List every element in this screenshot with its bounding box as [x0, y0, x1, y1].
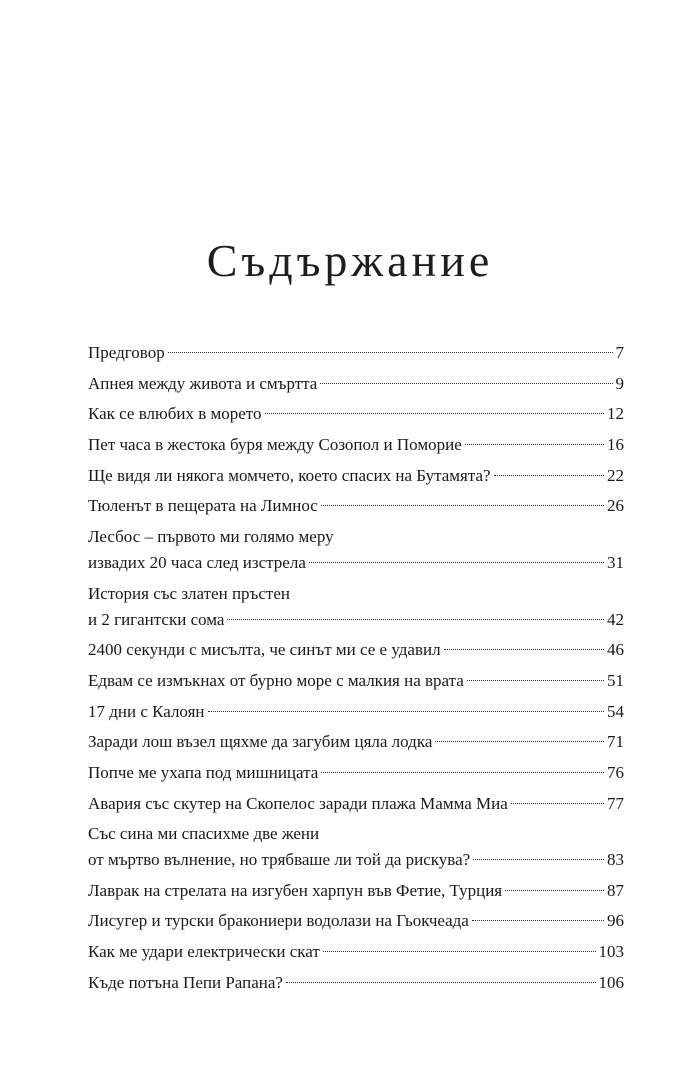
toc-page-number: 103 [598, 942, 624, 962]
toc-entry-title: извадих 20 часа след изстрела [88, 553, 306, 573]
toc-page-number: 51 [607, 670, 624, 690]
toc-entry[interactable] [88, 581, 624, 638]
toc-entry-line [88, 607, 624, 633]
toc-page-number: 106 [598, 972, 624, 992]
toc-entry-title: Лисугер и турски бракониери водолази на Гьокчеада [88, 911, 469, 931]
toc-entry[interactable] [88, 401, 624, 432]
dot-leader [472, 920, 604, 921]
toc-entry[interactable] [88, 878, 624, 909]
dot-leader [309, 562, 604, 563]
dot-leader [320, 383, 612, 384]
toc-entry-title-line: Лесбос – първото ми голямо меру [88, 527, 334, 547]
toc-entry-line [88, 847, 624, 873]
toc-entry[interactable] [88, 970, 624, 1001]
toc-entry-title: Как се влюбих в морето [88, 404, 262, 424]
toc-entry-title: Пет часа в жестока буря между Созопол и Поморие [88, 435, 462, 455]
dot-leader [505, 890, 604, 891]
toc-entry-title: Къде потъна Пепи Рапана? [88, 972, 283, 992]
toc-entry-title: 17 дни с Калоян [88, 701, 205, 721]
toc-entry-title-line: История със златен пръстен [88, 583, 290, 603]
page-title: Съдържание [206, 235, 494, 286]
toc-page-number: 54 [607, 701, 624, 721]
toc-entry-title: Лаврак на стрелата на изгубен харпун във Фетие, Турция [88, 880, 503, 900]
toc-entry-line [88, 371, 624, 397]
toc-entry-title: Предговор [88, 343, 165, 362]
dot-leader [321, 505, 604, 506]
dot-leader [265, 413, 605, 414]
toc-page-number: 83 [607, 850, 624, 870]
toc-page-number: 26 [607, 496, 624, 516]
toc-entry-line [88, 668, 624, 694]
toc-entry[interactable] [88, 371, 624, 402]
toc-entry-line [88, 340, 624, 366]
toc-entry-line [88, 432, 624, 458]
toc-entry[interactable] [88, 463, 624, 494]
toc-entry[interactable] [88, 668, 624, 699]
toc-page-number: 42 [607, 609, 624, 629]
toc-page-number: 76 [607, 762, 624, 782]
dot-leader [444, 649, 604, 650]
toc-entry[interactable] [88, 791, 624, 822]
toc-page-number: 87 [607, 880, 624, 900]
toc-page-number: 9 [615, 373, 624, 393]
toc-entry-title-line: Със сина ми спасихме две жени [88, 824, 320, 844]
toc-entry-line [88, 939, 624, 965]
toc-entry[interactable] [88, 760, 624, 791]
toc-entry-line [88, 970, 624, 996]
toc-entry-line [88, 401, 624, 427]
dot-leader [435, 741, 604, 742]
toc-entry-title: Авария със скутер на Скопелос заради плажа Мамма Миа [88, 793, 508, 813]
dot-leader [467, 680, 604, 681]
toc-entry[interactable] [88, 908, 624, 939]
toc-entry[interactable] [88, 637, 624, 668]
toc-page-number: 96 [607, 911, 624, 931]
toc-entry-line [88, 637, 624, 663]
toc-entry[interactable] [88, 340, 624, 371]
toc-page-number: 46 [607, 640, 624, 660]
toc-entry[interactable] [88, 493, 624, 524]
toc-entry-title: Тюленът в пещерата на Лимнос [88, 496, 318, 516]
dot-leader [321, 772, 604, 773]
dot-leader [227, 619, 604, 620]
toc-entry-title: 2400 секунди с мисълта, че синът ми се е удавил [88, 640, 441, 660]
toc-entry[interactable] [88, 729, 624, 760]
toc-entry-line [88, 699, 624, 725]
toc-entry-line [88, 550, 624, 576]
toc-page-number: 7 [615, 343, 624, 362]
toc-page-number: 77 [607, 793, 624, 813]
toc-page-number: 16 [607, 435, 624, 455]
toc-entry-title: Попче ме ухапа под мишницата [88, 762, 319, 782]
toc-page-number: 22 [607, 465, 624, 485]
toc-entry[interactable] [88, 699, 624, 730]
dot-leader [208, 711, 604, 712]
toc-entry[interactable] [88, 939, 624, 970]
toc-page-number: 12 [607, 404, 624, 424]
toc-entry-line [88, 791, 624, 817]
toc-entry-line [88, 493, 624, 519]
dot-leader [465, 444, 604, 445]
toc-entry-line [88, 908, 624, 934]
toc-entry-title: Едвам се измъкнах от бурно море с малкия на врата [88, 670, 464, 690]
toc-entry[interactable] [88, 524, 624, 581]
toc-entry-title: Апнея между живота и смъртта [88, 373, 318, 393]
toc-entry[interactable] [88, 432, 624, 463]
dot-leader [511, 803, 604, 804]
toc-entry-title: и 2 гигантски сома [88, 609, 225, 629]
dot-leader [168, 352, 613, 353]
toc-entry-title: Как ме удари електрически скат [88, 942, 320, 962]
toc-entry-line [88, 463, 624, 489]
dot-leader [473, 859, 604, 860]
dot-leader [286, 982, 596, 983]
toc-entry-line [88, 878, 624, 904]
table-of-contents [88, 340, 624, 1001]
toc-entry-title: Заради лош възел щяхме да загубим цяла лодка [88, 732, 433, 752]
dot-leader [494, 475, 604, 476]
toc-entry-line [88, 760, 624, 786]
toc-page-number: 71 [607, 732, 624, 752]
toc-entry-title: от мъртво вълнение, но трябваше ли той да рискува? [88, 850, 471, 870]
dot-leader [323, 951, 596, 952]
toc-entry-title: Ще видя ли някога момчето, което спасих на Бутамята? [88, 465, 491, 485]
toc-page-number: 31 [607, 553, 624, 573]
toc-entry-line [88, 729, 624, 755]
toc-entry[interactable] [88, 821, 624, 878]
